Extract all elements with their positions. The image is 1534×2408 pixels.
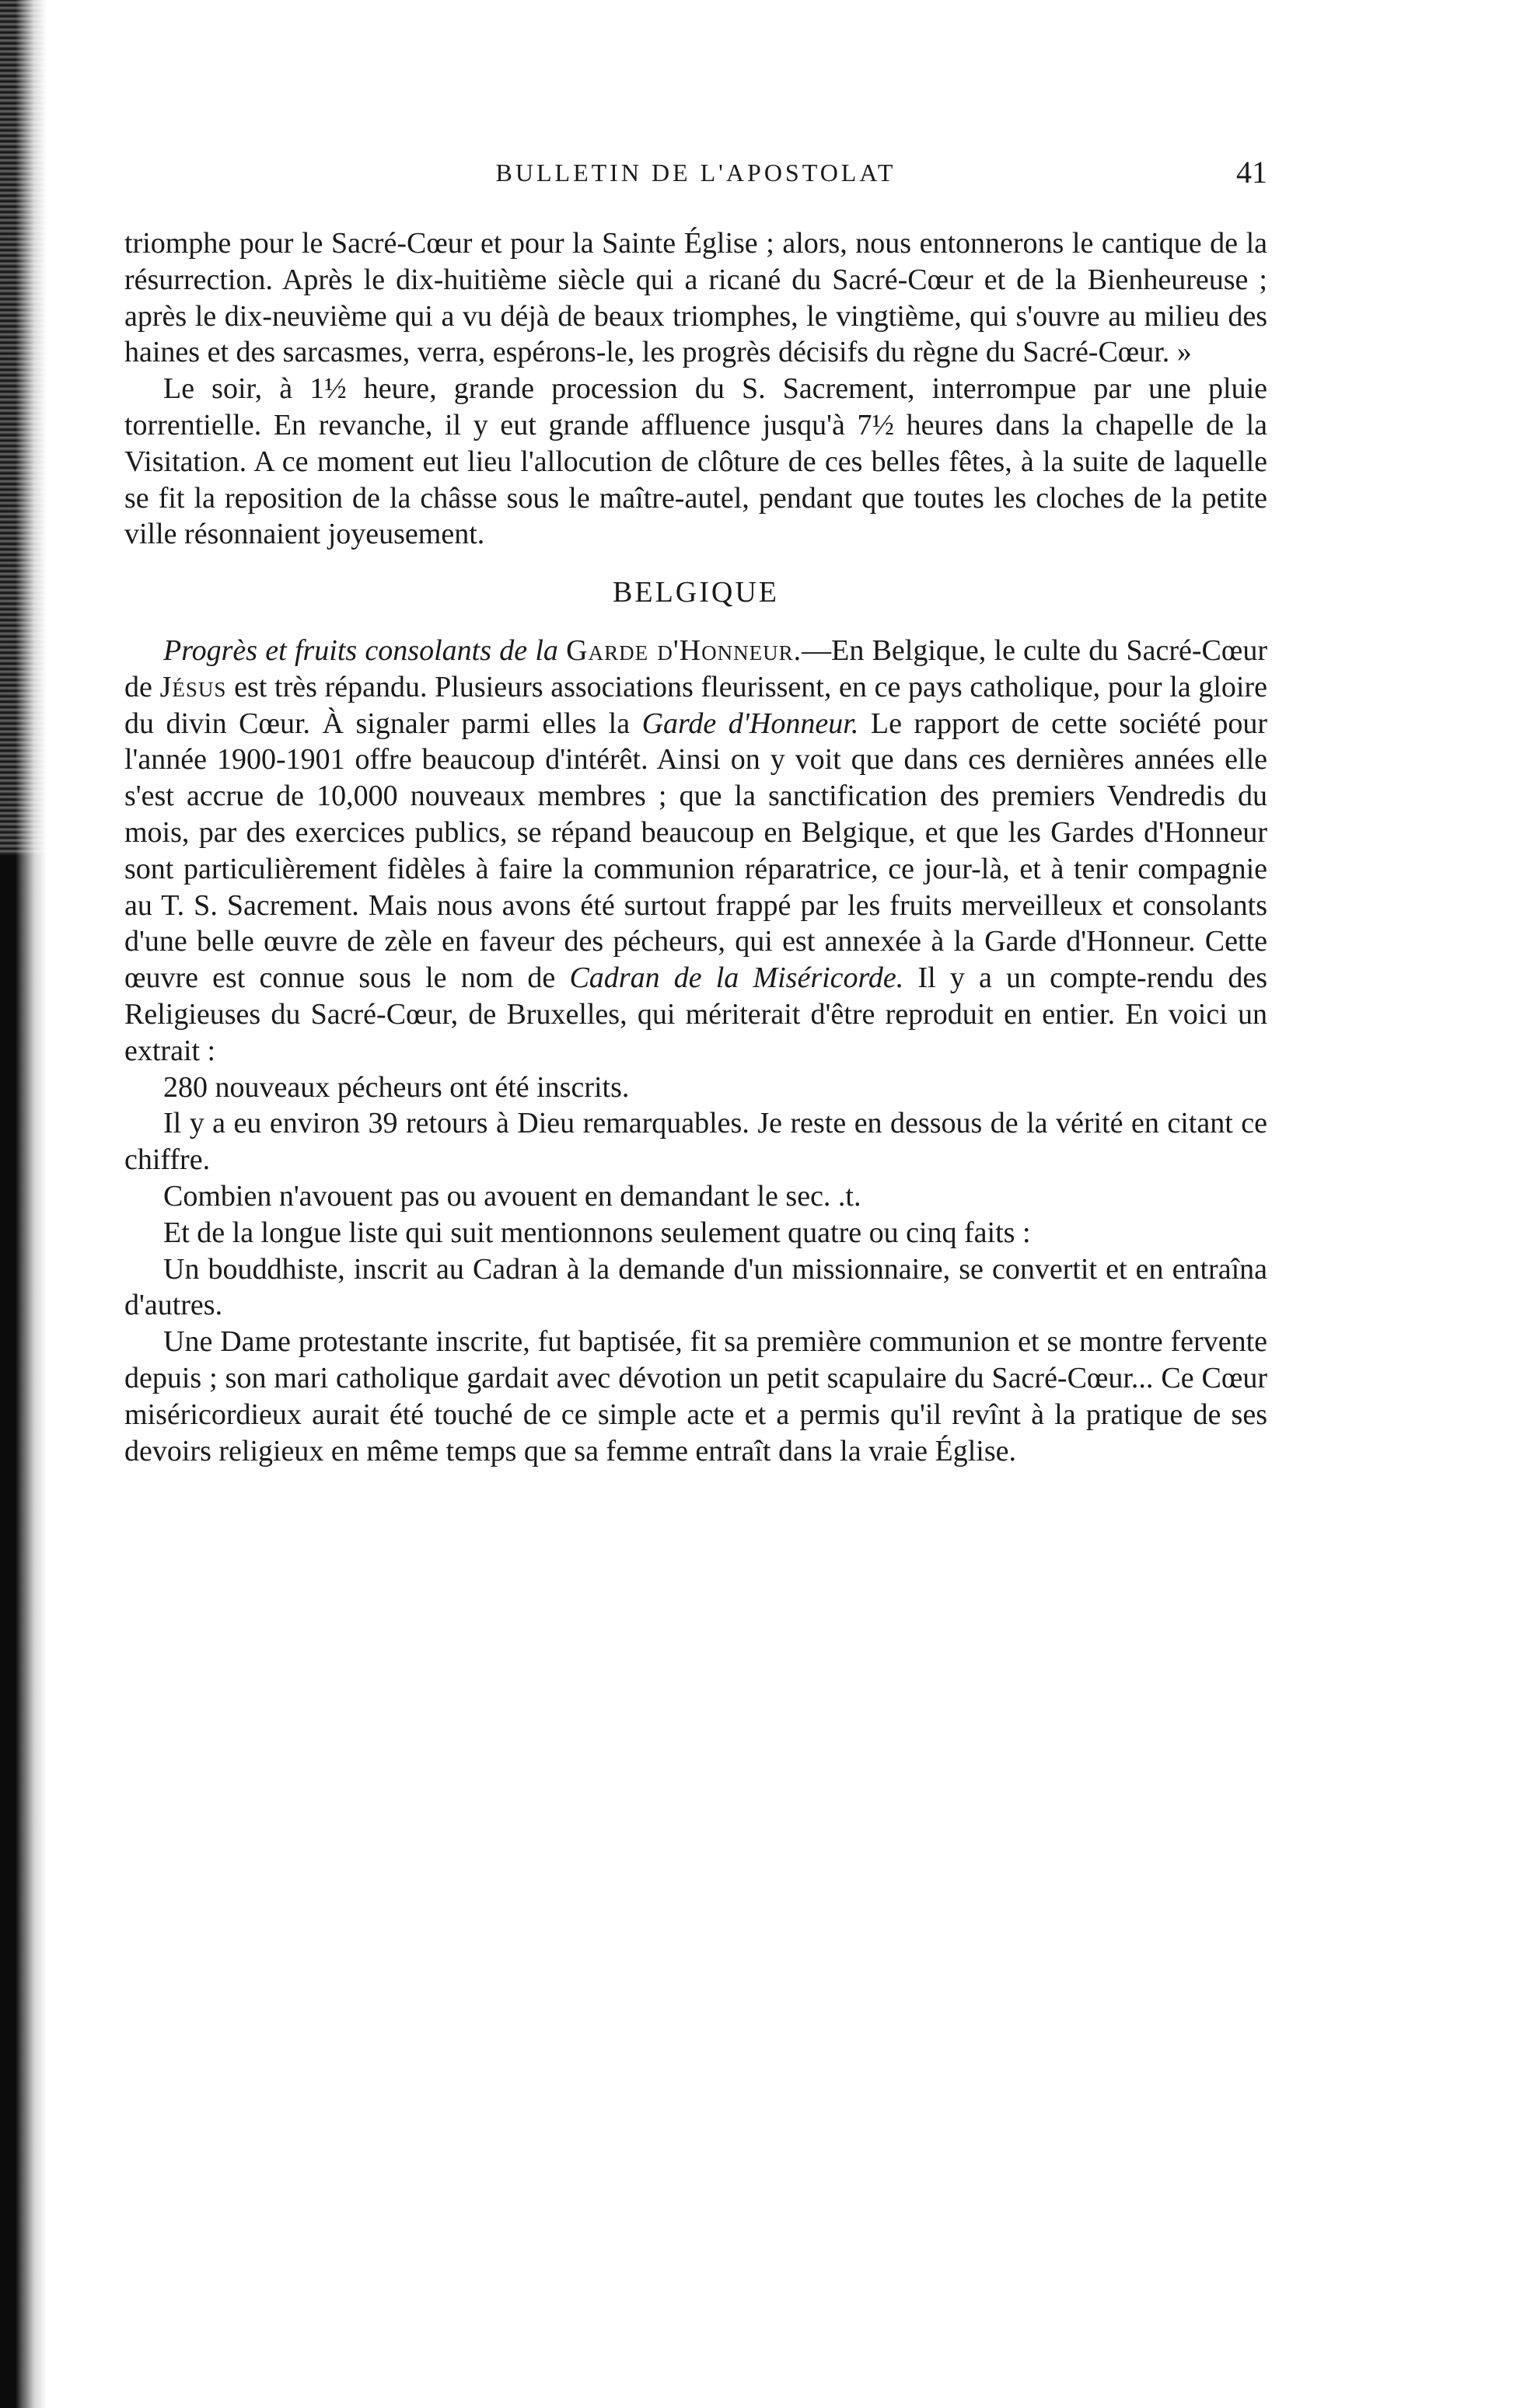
- paragraph-evening-procession: Le soir, à 1½ heure, grande procession du S. Sacrement, interrompue par une pluie torrentielle. En revanche, il y eut grande affluence jusqu'à 7½ heures dans la chapelle de la Visitation. A ce moment eut lieu l'allocution de clôture de ces belles fêtes, à la suite de laquelle se fit la reposition de la châsse sous le maître-autel, pendant que toutes les cloches de la petite ville résonnaient joyeusement.: [124, 372, 1267, 551]
- scan-binding-texture: [0, 0, 47, 855]
- text-segment: Il y a un compte-rendu des Religieuses du Sacré-Cœur, de Bruxelles, qui mériterait d'être reproduit en entier. En voici un extrait :: [124, 961, 1267, 1067]
- page-header: [124, 149, 1267, 196]
- cadran-italic: Cadran de la Miséricorde.: [569, 961, 904, 995]
- paragraph-belgique-intro: [124, 633, 1267, 1070]
- jesus-smallcaps: Jésus: [159, 670, 227, 703]
- page-number: 41: [1236, 155, 1267, 190]
- page-body: [124, 225, 1267, 1469]
- list-item: Combien n'avouent pas ou avouent en demandant le sec. .t.: [163, 1179, 861, 1213]
- list-item: Un bouddhiste, inscrit au Cadran à la demande d'un missionnaire, se convertit et en entraîna d'autres.: [124, 1252, 1267, 1322]
- list-item: 280 nouveaux pécheurs ont été inscrits.: [163, 1070, 630, 1104]
- running-head: BULLETIN DE L'APOSTOLAT: [495, 159, 896, 187]
- text-segment: Le rapport de cette société pour l'année 1900-1901 offre beaucoup d'intérêt. Ainsi on y voit que dans ces dernières années elle s'est accrue de 10,000 nouveaux membres ; que la sanctification des premiers Vendredis du mois, par des exercices publics, se répand beaucoup en Belgique, et que les Gardes d'Honneur sont particulièrement fidèles à faire la communion réparatrice, ce jour-là, et à tenir compagnie au T. S. Sacrement. Mais nous avons été surtout frappé par les fruits merveilleux et consolants d'une belle œuvre de zèle en faveur des pécheurs, qui est annexée à la Garde d'Honneur. Cette œuvre est connue sous le nom de: [124, 707, 1268, 995]
- text-segment: —En Belgique, le culte du Sacré-Cœur de: [124, 633, 1267, 703]
- text-segment: est très répandu. Plusieurs associations fleurissent, en ce pays catholique, pour la gloire du divin Cœur. À signaler parmi elles la: [124, 670, 1267, 740]
- list-item: Il y a eu environ 39 retours à Dieu remarquables. Je reste en dessous de la vérité en citant ce chiffre.: [124, 1107, 1267, 1177]
- paragraph-continuation: triomphe pour le Sacré-Cœur et pour la Sainte Église ; alors, nous entonnerons le cantique de la résurrection. Après le dix-huitième siècle qui a ricané du Sacré-Cœur et de la Bienheureuse ; après le dix-neuvième qui a vu déjà de beaux triomphes, le vingtième, qui s'ouvre au milieu des haines et des sarcasmes, verra, espérons-le, les progrès décisifs du règne du Sacré-Cœur. »: [124, 227, 1267, 369]
- garde-honneur-italic: Garde d'Honneur.: [641, 707, 859, 740]
- section-title-italic: Progrès et fruits consolants de la: [163, 633, 558, 667]
- list-item: Et de la longue liste qui suit mentionnons seulement quatre ou cinq faits :: [163, 1216, 1031, 1249]
- section-heading-belgique: BELGIQUE: [613, 576, 779, 609]
- list-item: Une Dame protestante inscrite, fut baptisée, fit sa première communion et se montre fervente depuis ; son mari catholique gardait avec dévotion un petit scapulaire du Sacré-Cœur... Ce Cœur miséricordieux aurait été touché de ce simple acte et a permis qu'il revînt à la pratique de ses devoirs religieux en même temps que sa femme entraît dans la vraie Église.: [124, 1325, 1267, 1467]
- section-title-smallcaps: Garde d'Honneur.: [566, 633, 802, 667]
